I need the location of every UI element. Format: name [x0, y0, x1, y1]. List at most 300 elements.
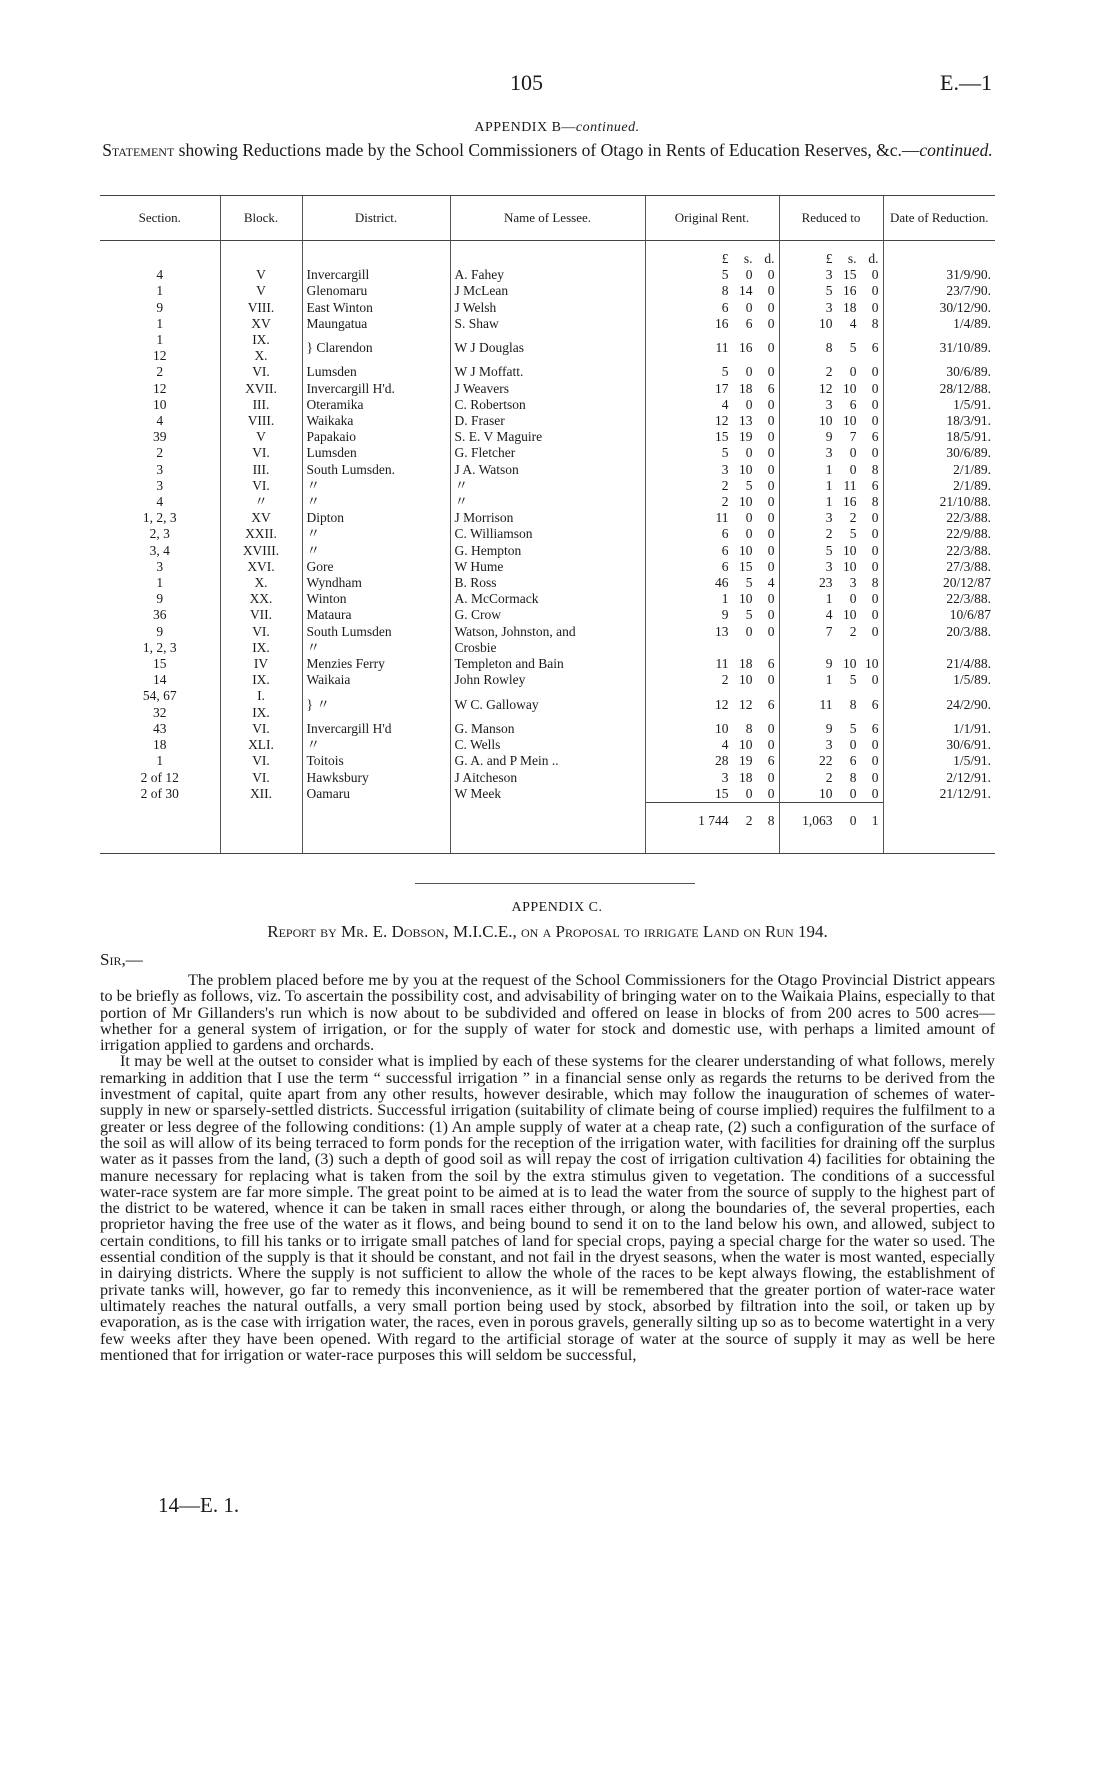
lessee-cell: A. McCormack [450, 591, 645, 607]
date-cell: 31/10/89. [883, 332, 995, 364]
empty-cell [302, 802, 450, 839]
pence: 0 [767, 591, 775, 607]
shillings: 2 [849, 623, 857, 639]
shillings: 10 [843, 656, 857, 672]
pounds: 11 [715, 656, 729, 672]
shillings: 0 [745, 445, 753, 461]
pounds: 6 [721, 558, 729, 574]
pounds: 13 [715, 623, 729, 639]
original-rent-cell [645, 737, 779, 753]
pence: 0 [767, 477, 775, 493]
pence: 0 [767, 340, 775, 356]
block-cell: IX. [220, 672, 302, 688]
date-cell: 2/12/91. [883, 770, 995, 786]
report-body [100, 972, 995, 1363]
reduced-cell [779, 672, 883, 688]
pounds: 10 [819, 413, 833, 429]
pounds: 3 [825, 267, 833, 283]
pounds: 11 [819, 696, 833, 712]
pounds: 1 [825, 672, 833, 688]
lessee-cell: W C. Galloway [450, 688, 645, 720]
table-row [100, 770, 995, 786]
pounds: 6 [721, 299, 729, 315]
pounds: 10 [819, 315, 833, 331]
block-cell: IV [220, 656, 302, 672]
pounds: 1,063 [802, 812, 833, 828]
date-cell: 1/5/91. [883, 397, 995, 413]
pence: 8 [871, 315, 879, 331]
reduced-cell [779, 656, 883, 672]
pounds: 12 [819, 380, 833, 396]
shillings: 6 [849, 753, 857, 769]
district-cell: 〃 [302, 543, 450, 559]
block-cell: VI. [220, 770, 302, 786]
block-cell: XX. [220, 591, 302, 607]
lessee-cell: W J Moffatt. [450, 364, 645, 380]
pence: 0 [767, 672, 775, 688]
shillings: 0 [745, 785, 753, 801]
original-rent-cell [645, 494, 779, 510]
block-cell: VI. [220, 753, 302, 769]
empty-cell [450, 802, 645, 839]
pence: 0 [767, 720, 775, 736]
original-rent-cell [645, 526, 779, 542]
block-cell: XVIII. [220, 543, 302, 559]
lessee-cell: B. Ross [450, 575, 645, 591]
lessee-cell: W Hume [450, 559, 645, 575]
original-rent-cell [645, 462, 779, 478]
table-row [100, 737, 995, 753]
paragraph: The problem placed before me by you at the request of the School Commissioners for the Otago Provincial District appears to be briefly as follows, viz. To ascertain the possibility cost, and advisability of bringing water on to the Waikaia Plains, especially to that portion of Mr Gillanders's run which is now about to be subdivided and offered on lease in blocks of from 200 acres to 500 acres—whether for a general system of irrigation, or for the supply of water for stock and domestic use, with perhaps a limited amount of irrigation applied to gardens and orchards. [100, 971, 995, 1055]
pence: 0 [871, 299, 879, 315]
pounds: 28 [715, 753, 729, 769]
lessee-cell: G. A. and P Mein .. [450, 753, 645, 769]
reduced-cell [779, 478, 883, 494]
pence: 0 [767, 607, 775, 623]
section-cell: 14 [153, 672, 167, 688]
reduced-cell [779, 591, 883, 607]
appendix-b-label: APPENDIX B— [474, 120, 576, 135]
reduced-units [779, 241, 883, 268]
section-cell: 10 [153, 396, 167, 412]
pence: 0 [871, 267, 879, 283]
pence: 0 [767, 558, 775, 574]
pence: 0 [871, 785, 879, 801]
reduced-cell [779, 494, 883, 510]
table-row [100, 364, 995, 380]
date-cell: 22/3/88. [883, 591, 995, 607]
pounds: 2 [721, 672, 729, 688]
pence: 0 [767, 315, 775, 331]
reduced-cell [779, 559, 883, 575]
shillings: 10 [843, 558, 857, 574]
reduced-cell [779, 364, 883, 380]
table-row [100, 478, 995, 494]
section-cell: 54, 67 32 [142, 688, 177, 720]
table-row [100, 429, 995, 445]
pounds: 8 [721, 283, 729, 299]
block-cell: X. [220, 575, 302, 591]
section-cell: 4 [156, 267, 164, 283]
shillings: 0 [849, 812, 857, 828]
table-row [100, 591, 995, 607]
pounds: 2 [721, 477, 729, 493]
shillings: 10 [739, 591, 753, 607]
original-rent-cell [645, 786, 779, 803]
pence: 0 [871, 380, 879, 396]
pounds: 9 [825, 656, 833, 672]
pounds: 5 [721, 267, 729, 283]
section-cell: 1 [156, 315, 164, 331]
pence: 8 [871, 461, 879, 477]
district-cell: Invercargill H'd. [302, 381, 450, 397]
pence: 0 [871, 607, 879, 623]
reduced-cell [779, 462, 883, 478]
empty-cell [450, 839, 645, 854]
pence: 6 [767, 380, 775, 396]
section-cell: 3, 4 [149, 542, 170, 558]
table-row [100, 721, 995, 737]
district-cell: 〃 [302, 494, 450, 510]
page-number: 105 [510, 70, 543, 95]
original-rent-cell [645, 316, 779, 332]
district-cell: Toitois [302, 753, 450, 769]
table-row [100, 445, 995, 461]
district-cell: South Lumsden 〃 [302, 624, 450, 656]
date-cell: 22/9/88. [883, 526, 995, 542]
shillings: 18 [843, 299, 857, 315]
table-row [100, 494, 995, 510]
pence: 6 [767, 753, 775, 769]
lessee-cell: W Meek [450, 786, 645, 803]
shillings: 14 [739, 283, 753, 299]
original-rent-cell [645, 397, 779, 413]
section-cell: 2, 3 [149, 526, 170, 542]
district-cell: 〃 [302, 478, 450, 494]
pence: 0 [767, 494, 775, 510]
block-cell: V [220, 283, 302, 299]
paragraph: It may be well at the outset to consider what is implied by each of these systems for the clearer understanding of what follows, merely remarking in addition that I use the term “ successful irrigation ” in a financial sense only as regards the returns to be derived from the investment of capital, quite apart from any other results, however desirable, which may follow the inauguration of schemes of water-supply in new or sparsely-settled districts. Successful irrigation (suitability of climate being of course implied) requires the fulfilment to a greater or less degree of the following conditions: (1) An ample supply of water at a cheap rate, (2) such a configuration of the surface of the soil as will allow of its being terraced to form ponds for the reception of the irrigation water, with facilities for draining off the surplus water as it passes from the land, (3) such a depth of good soil as will repay the cost of irrigation cultivation 4) facilities for obtaining the manure necessary for replacing what is taken from the soil by the extra stimulus given to vegetation. The conditions of a successful water-race system are far more simple. The great point to be aimed at is to lead the water from the source of supply to the highest part of the district to be watered, whence it can be taken in small races either through, or along the boundaries of, the several properties, each proprietor having the free use of the water as it flows, and being bound to send it on to the land below his own, and allowed, subject to certain conditions, to fill his tanks or to irrigate small patches of land for special crops, paying a special charge for the water so used. The essential condition of the supply is that it should be constant, and not fail in the dryest seasons, when the water is most wanted, especially in dairying districts. Where the supply is not sufficient to allow the whole of the races to be kept always flowing, the establishment of private tanks will, however, go far to remedy this inconvenience, as it will be remembered that the greater portion of water-race water ultimately reaches the natural outfalls, a very small portion being used by stock, absorbed by filtration into the soil, or taken up by evaporation, as is the case with irrigation water, the races, even in porous gravels, generally silting up so as to become watertight in a very few weeks after they have been opened. With regard to the artificial storage of water at the source of supply it may as well be here mentioned that for irrigation or water-race purposes this will seldom be successful, [100, 1052, 995, 1364]
reduced-cell [779, 543, 883, 559]
block-cell: I. IX. [220, 688, 302, 720]
shillings: 10 [739, 737, 753, 753]
original-rent-total [645, 802, 779, 839]
empty-cell [883, 839, 995, 854]
empty-cell [779, 839, 883, 854]
pence: 0 [767, 461, 775, 477]
block-cell: VI. [220, 364, 302, 380]
original-rent-cell [645, 267, 779, 283]
shillings: 2 [745, 812, 753, 828]
date-cell: 24/2/90. [883, 688, 995, 720]
section-cell: 3 [156, 477, 164, 493]
pence: 8 [871, 575, 879, 591]
district-cell: Lumsden [302, 364, 450, 380]
shillings: 10 [843, 413, 857, 429]
district-cell: Papakaio [302, 429, 450, 445]
empty-cell [450, 241, 645, 268]
rent-reductions-table [100, 195, 995, 854]
shillings: 18 [739, 769, 753, 785]
shillings: 10 [739, 494, 753, 510]
report-title: Report by Mr. E. Dobson, M.I.C.E., on a Proposal to irrigate Land on Run 194. [267, 922, 828, 941]
original-rent-cell [645, 510, 779, 526]
table-row [100, 753, 995, 769]
date-cell: 22/3/88. [883, 543, 995, 559]
reduced-cell [779, 332, 883, 364]
pounds: 9 [825, 720, 833, 736]
section-cell: 3 [156, 558, 164, 574]
pounds: 1 [825, 591, 833, 607]
original-rent-cell [645, 332, 779, 364]
shillings: 0 [745, 299, 753, 315]
reduced-cell [779, 770, 883, 786]
shillings: 15 [739, 558, 753, 574]
pounds: 2 [721, 494, 729, 510]
shillings: 0 [745, 364, 753, 380]
shillings: s. [847, 251, 857, 266]
pounds: 4 [721, 737, 729, 753]
shillings: s. [743, 251, 753, 266]
table-row [100, 624, 995, 656]
pence: 0 [767, 510, 775, 526]
date-cell: 20/12/87 [883, 575, 995, 591]
section-cell: 39 [153, 429, 167, 445]
block-cell: III. [220, 462, 302, 478]
district-cell: } Clarendon [302, 332, 450, 364]
original-rent-cell [645, 283, 779, 299]
original-rent-cell [645, 721, 779, 737]
district-cell: Menzies Ferry [302, 656, 450, 672]
shillings: 8 [745, 720, 753, 736]
district-cell: Dipton [302, 510, 450, 526]
shillings: 0 [849, 461, 857, 477]
date-cell: 22/3/88. [883, 510, 995, 526]
lessee-cell: Watson, Johnston, and Crosbie [450, 624, 645, 656]
pounds: 6 [721, 526, 729, 542]
pounds: 12 [715, 696, 729, 712]
district-cell: South Lumsden. [302, 462, 450, 478]
table-row [100, 316, 995, 332]
shillings: 15 [843, 267, 857, 283]
pounds: 5 [825, 283, 833, 299]
appendix-c-title: APPENDIX C. [511, 900, 603, 915]
lessee-cell: J Morrison [450, 510, 645, 526]
empty-cell [100, 802, 220, 839]
table-row [100, 267, 995, 283]
lessee-cell: W J Douglas [450, 332, 645, 364]
pounds: 1 [825, 477, 833, 493]
reduced-cell [779, 510, 883, 526]
lessee-cell: S. Shaw [450, 316, 645, 332]
shillings: 12 [739, 696, 753, 712]
table-row [100, 381, 995, 397]
lessee-cell: C. Williamson [450, 526, 645, 542]
reduced-cell [779, 267, 883, 283]
shillings: 16 [739, 340, 753, 356]
pence: 0 [767, 299, 775, 315]
pounds: 1 744 [698, 812, 729, 828]
district-cell: Oamaru [302, 786, 450, 803]
date-cell: 18/3/91. [883, 413, 995, 429]
statement-caps: Statement [102, 140, 175, 160]
lessee-cell: J Aitcheson [450, 770, 645, 786]
original-rent-cell [645, 559, 779, 575]
pence: 6 [871, 720, 879, 736]
shillings: 0 [745, 623, 753, 639]
pounds: 22 [819, 753, 833, 769]
shillings: 19 [739, 753, 753, 769]
district-cell: Maungatua [302, 316, 450, 332]
district-cell: Waikaka [302, 413, 450, 429]
pence: 6 [871, 696, 879, 712]
original-rent-cell [645, 478, 779, 494]
pounds: 6 [721, 542, 729, 558]
pence: 0 [871, 526, 879, 542]
district-cell: Waikaia [302, 672, 450, 688]
document-reference: E.—1 [940, 70, 992, 95]
reduced-cell [779, 737, 883, 753]
date-cell: 1/4/89. [883, 316, 995, 332]
lessee-cell: G. Crow [450, 607, 645, 623]
date-cell: 30/6/89. [883, 364, 995, 380]
table-row [100, 559, 995, 575]
lessee-cell: G. Fletcher [450, 445, 645, 461]
pounds: 9 [825, 429, 833, 445]
pence: 0 [767, 623, 775, 639]
district-cell: 〃 [302, 526, 450, 542]
pence: 0 [871, 283, 879, 299]
pounds: 11 [715, 510, 729, 526]
pence: 0 [871, 623, 879, 639]
block-cell: XXII. [220, 526, 302, 542]
pence: 0 [871, 413, 879, 429]
shillings: 8 [849, 769, 857, 785]
date-cell: 28/12/88. [883, 381, 995, 397]
shillings: 0 [745, 267, 753, 283]
pence: 0 [871, 591, 879, 607]
reduced-cell [779, 445, 883, 461]
empty-cell [220, 802, 302, 839]
section-cell: 15 [153, 656, 167, 672]
original-rent-cell [645, 364, 779, 380]
totals-row [100, 802, 995, 839]
reduced-cell [779, 753, 883, 769]
table-row [100, 510, 995, 526]
section-cell: 2 [156, 364, 164, 380]
section-cell: 1 [156, 753, 164, 769]
table-row [100, 300, 995, 316]
pounds: 2 [825, 526, 833, 542]
pence: 0 [871, 672, 879, 688]
shillings: 10 [739, 461, 753, 477]
shillings: 10 [843, 607, 857, 623]
shillings: 5 [745, 607, 753, 623]
shillings: 7 [849, 429, 857, 445]
original-rent-cell [645, 300, 779, 316]
pence: 0 [767, 283, 775, 299]
pounds: 3 [825, 445, 833, 461]
reduced-cell [779, 607, 883, 623]
date-cell: 30/6/89. [883, 445, 995, 461]
block-cell: 〃 [220, 494, 302, 510]
section-cell: 1 [156, 575, 164, 591]
table-row [100, 543, 995, 559]
district-cell: Oteramika [302, 397, 450, 413]
reduced-cell [779, 283, 883, 299]
pence: 0 [871, 542, 879, 558]
pounds: 5 [825, 542, 833, 558]
table-row [100, 607, 995, 623]
shillings: 16 [843, 283, 857, 299]
shillings: 10 [739, 672, 753, 688]
original-rent-cell [645, 543, 779, 559]
pounds: 1 [825, 461, 833, 477]
shillings: 5 [849, 526, 857, 542]
lessee-cell: G. Hempton [450, 543, 645, 559]
pence: 0 [767, 737, 775, 753]
shillings: 6 [745, 315, 753, 331]
shillings: 5 [849, 720, 857, 736]
pence: 0 [767, 785, 775, 801]
date-cell: 23/7/90. [883, 283, 995, 299]
pence: 6 [871, 477, 879, 493]
pounds: 3 [825, 396, 833, 412]
lessee-cell: C. Wells [450, 737, 645, 753]
lessee-cell: A. Fahey [450, 267, 645, 283]
pence: d. [868, 251, 879, 266]
shillings: 2 [849, 510, 857, 526]
pence: 0 [871, 510, 879, 526]
district-cell: Hawksbury [302, 770, 450, 786]
table-row [100, 526, 995, 542]
table-row [100, 397, 995, 413]
lessee-cell: J McLean [450, 283, 645, 299]
district-cell: Invercargill H'd [302, 721, 450, 737]
pence: 0 [767, 429, 775, 445]
table-row [100, 688, 995, 720]
section-cell: 1 12 [153, 332, 167, 364]
lessee-cell: J Weavers [450, 381, 645, 397]
pence: 0 [871, 769, 879, 785]
pence: 0 [871, 753, 879, 769]
pounds: 15 [715, 785, 729, 801]
statement-heading [100, 140, 995, 160]
shillings: 0 [849, 785, 857, 801]
appendix-b-continued: continued. [575, 120, 640, 135]
block-cell: VI. [220, 721, 302, 737]
pounds: 5 [721, 445, 729, 461]
original-rent-cell [645, 575, 779, 591]
shillings: 10 [843, 380, 857, 396]
block-cell: XVII. [220, 381, 302, 397]
block-cell: VI. [220, 445, 302, 461]
pounds: 9 [721, 607, 729, 623]
pence: 8 [871, 494, 879, 510]
empty-cell [302, 839, 450, 854]
section-cell: 4 [156, 494, 164, 510]
pounds: 10 [819, 785, 833, 801]
pence: 0 [767, 526, 775, 542]
reduced-cell [779, 300, 883, 316]
table-row [100, 672, 995, 688]
reduced-cell [779, 786, 883, 803]
lessee-cell: Templeton and Bain [450, 656, 645, 672]
district-cell: } 〃 [302, 688, 450, 720]
pence: 0 [871, 737, 879, 753]
pounds: 3 [721, 769, 729, 785]
units-row [100, 241, 995, 268]
